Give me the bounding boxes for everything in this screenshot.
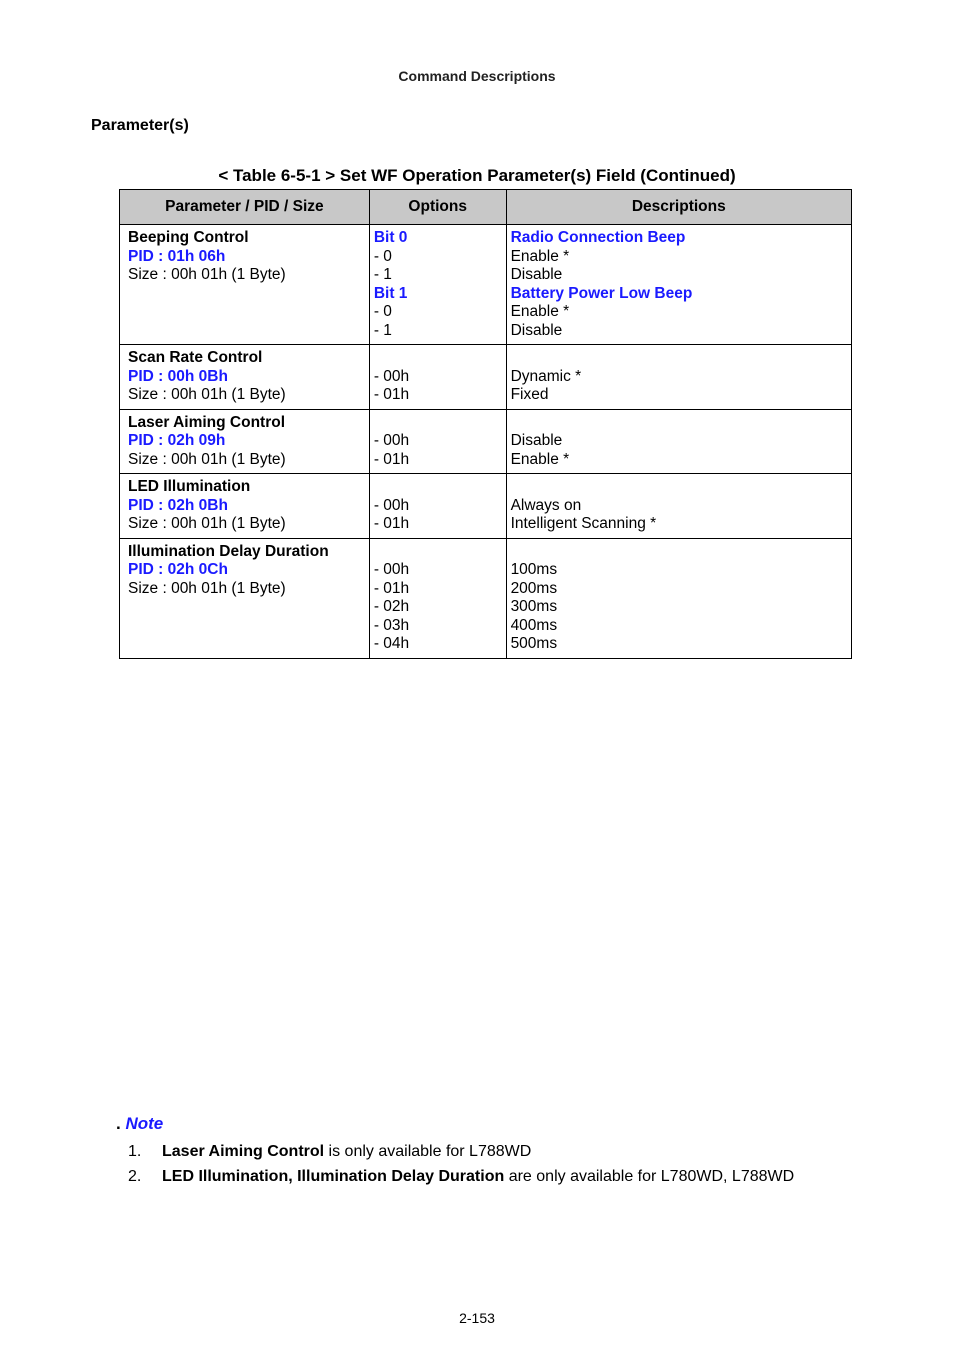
page-number: 2-153 <box>459 1310 495 1326</box>
option-value: - 00h <box>373 561 410 578</box>
option-value <box>374 414 506 433</box>
table-caption: < Table 6-5-1 > Set WF Operation Parameter(s) Field (Continued) <box>218 166 736 185</box>
description-value: 400ms <box>510 616 558 634</box>
description-value: Enable * <box>510 303 570 320</box>
descriptions-cell <box>506 538 851 658</box>
table-row <box>120 538 852 658</box>
table-row <box>120 409 852 474</box>
options-cell <box>369 538 506 658</box>
option-value <box>374 349 506 368</box>
description-value <box>511 349 851 368</box>
option-value <box>374 543 506 562</box>
description-value <box>511 414 851 433</box>
option-value: - 01h <box>373 450 410 468</box>
description-value <box>511 543 851 562</box>
parameter-table <box>119 189 852 659</box>
descriptions-cell <box>506 225 851 345</box>
description-heading: Radio Connection Beep <box>510 229 686 246</box>
description-value: Intelligent Scanning * <box>510 515 657 532</box>
option-value: - 0 <box>373 247 392 265</box>
option-value: - 00h <box>373 432 410 449</box>
description-heading: Battery Power Low Beep <box>510 284 693 302</box>
list-item <box>128 1139 794 1164</box>
note-list <box>128 1139 794 1189</box>
table-header-row <box>120 190 852 225</box>
description-value: 200ms <box>510 579 558 597</box>
description-value: 100ms <box>510 561 558 578</box>
descriptions-cell <box>506 474 851 539</box>
column-header-options: Options <box>369 190 506 225</box>
parameter-cell <box>120 409 370 474</box>
option-value: - 1 <box>373 321 392 339</box>
option-value: - 1 <box>373 266 392 283</box>
options-cell <box>369 474 506 539</box>
description-value: Always on <box>510 496 582 514</box>
parameter-name: LED Illumination <box>128 478 251 495</box>
parameter-name: Beeping Control <box>128 229 249 246</box>
options-cell <box>369 409 506 474</box>
option-value: - 01h <box>373 386 410 403</box>
parameter-size: Size : 00h 01h (1 Byte) <box>128 579 286 597</box>
parameter-cell <box>120 538 370 658</box>
parameter-pid: PID : 02h 0Bh <box>128 496 228 514</box>
table-row <box>120 345 852 410</box>
note-prefix: . <box>116 1114 126 1133</box>
note-title: Note <box>125 1114 164 1133</box>
table-row <box>120 225 852 345</box>
note-bold-text: Laser Aiming Control <box>162 1143 325 1160</box>
description-value: 300ms <box>510 598 558 615</box>
table-row <box>120 474 852 539</box>
parameter-name: Illumination Delay Duration <box>128 542 329 560</box>
parameter-pid: PID : 00h 0Bh <box>128 367 228 385</box>
description-value: 500ms <box>510 635 558 652</box>
parameter-size: Size : 00h 01h (1 Byte) <box>128 266 286 283</box>
parameter-size: Size : 00h 01h (1 Byte) <box>128 515 286 532</box>
description-value: Enable * <box>510 450 570 468</box>
parameter-name: Laser Aiming Control <box>128 413 286 431</box>
note-bold-text: LED Illumination, Illumination Delay Duration <box>162 1168 505 1185</box>
note-text: is only available for L788WD <box>324 1143 532 1160</box>
option-value: - 02h <box>373 598 410 615</box>
description-value: Fixed <box>510 386 549 403</box>
parameter-size: Size : 00h 01h (1 Byte) <box>128 450 286 468</box>
option-value: - 01h <box>373 579 410 597</box>
description-value: Disable <box>510 266 563 283</box>
descriptions-cell <box>506 345 851 410</box>
parameter-pid: PID : 01h 06h <box>128 247 226 265</box>
section-title: Parameter(s) <box>91 117 189 134</box>
options-cell <box>369 345 506 410</box>
option-value: - 03h <box>373 616 410 634</box>
parameter-cell <box>120 345 370 410</box>
option-bit-label: Bit 0 <box>373 229 408 246</box>
note-heading <box>116 1114 163 1134</box>
parameter-size: Size : 00h 01h (1 Byte) <box>128 386 286 403</box>
parameter-cell <box>120 225 370 345</box>
column-header-descriptions: Descriptions <box>506 190 851 225</box>
description-value <box>511 478 851 497</box>
parameter-cell <box>120 474 370 539</box>
option-value: - 0 <box>373 303 392 320</box>
description-value: Disable <box>510 432 563 449</box>
note-number: 2. <box>128 1168 142 1185</box>
option-value: - 00h <box>373 496 410 514</box>
parameter-pid: PID : 02h 09h <box>128 432 226 449</box>
description-value: Dynamic * <box>510 367 582 385</box>
page-header: Command Descriptions <box>398 68 556 84</box>
note-number: 1. <box>128 1143 142 1160</box>
option-value <box>374 478 506 497</box>
parameter-name: Scan Rate Control <box>128 349 263 366</box>
column-header-parameter: Parameter / PID / Size <box>120 190 370 225</box>
description-value: Enable * <box>510 247 570 265</box>
options-cell <box>369 225 506 345</box>
parameter-pid: PID : 02h 0Ch <box>128 561 228 578</box>
list-item <box>128 1164 794 1189</box>
descriptions-cell <box>506 409 851 474</box>
option-value: - 00h <box>373 367 410 385</box>
option-value: - 01h <box>373 515 410 532</box>
option-value: - 04h <box>373 635 410 652</box>
option-bit-label: Bit 1 <box>373 284 408 302</box>
note-text: are only available for L780WD, L788WD <box>504 1168 795 1185</box>
description-value: Disable <box>510 321 563 339</box>
